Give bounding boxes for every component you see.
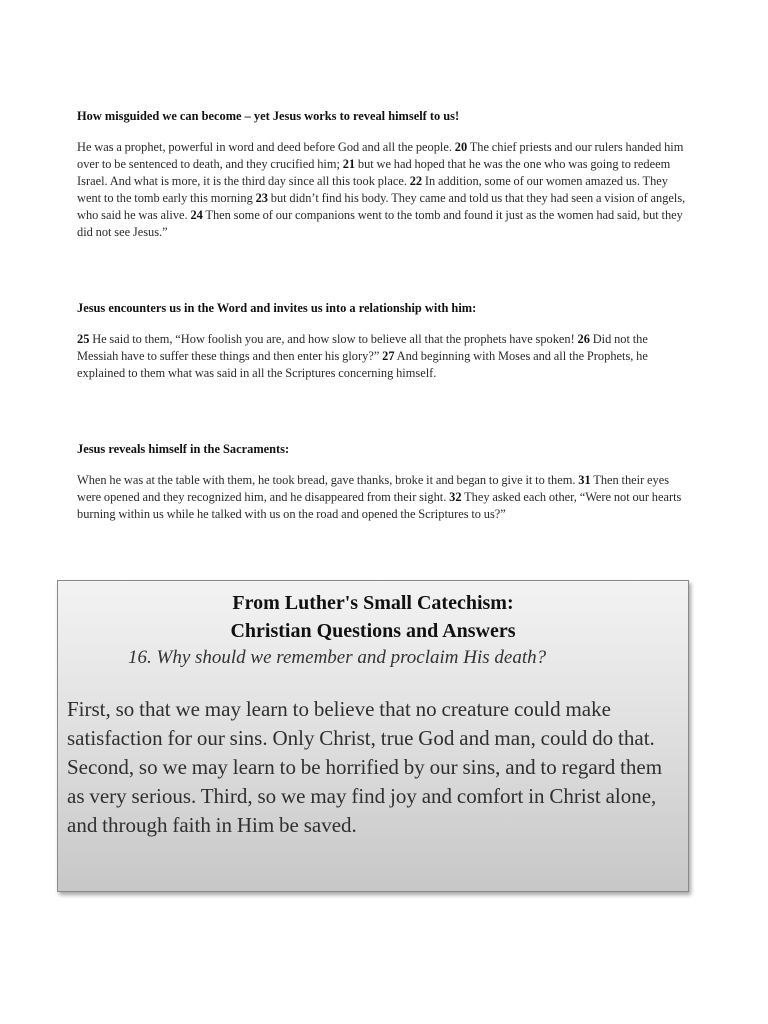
verse-text: Then some of our companions went to the tomb and found it just as the women had said, but they did not see Jesus.” — [77, 208, 683, 239]
verse-text: In addition, some of our women amazed us. They went to the tomb early this morning — [77, 174, 668, 205]
verse-text: but didn’t find his body. They came and told us that they had seen a vision of angels, who said he was alive. — [77, 191, 686, 222]
verse-text: They asked each other, “Were not our hearts burning within us while he talked with us on the road and opened the Scriptures to us?” — [77, 490, 682, 521]
verse-text: He said to them, “How foolish you are, and how slow to believe all that the prophets have spoken! — [89, 332, 578, 346]
verse-number: 22 — [409, 174, 423, 188]
section-heading: Jesus encounters us in the Word and invites us into a relationship with him: — [77, 301, 477, 315]
section-sacraments — [77, 441, 687, 523]
scripture-paragraph — [77, 472, 687, 523]
scripture-paragraph — [77, 139, 687, 241]
catechism-box — [57, 580, 689, 892]
verse-number: 24 — [190, 208, 203, 222]
scripture-paragraph — [77, 331, 687, 382]
verse-number: 25 — [77, 332, 90, 346]
verse-text: The chief priests and our rulers handed him over to be sentenced to death, and they crucified him; — [77, 140, 684, 171]
section-heading: How misguided we can become – yet Jesus works to reveal himself to us! — [77, 109, 460, 123]
catechism-answer: First, so that we may learn to believe that no creature could make satisfaction for our sins. Only Christ, true God and man, could do that. Second, so we may learn to be horrified by our sins, and to regard them as very serious. Third, so we may find joy and comfort in Christ alone, and through faith in Him be saved. — [67, 697, 663, 837]
section-word — [77, 300, 687, 382]
verse-number: 20 — [454, 140, 468, 154]
verse-number: 21 — [342, 157, 356, 171]
verse-number: 26 — [577, 332, 590, 346]
catechism-question: 16. Why should we remember and proclaim His death? — [128, 647, 547, 668]
catechism-subtitle: Christian Questions and Answers — [230, 620, 516, 642]
section-misguided — [77, 108, 687, 241]
verse-text: Did not the Messiah have to suffer these things and then enter his glory?” — [77, 332, 648, 363]
verse-number: 31 — [578, 473, 591, 487]
verse-number: 27 — [382, 349, 395, 363]
verse-text: Then their eyes were opened and they recognized him, and he disappeared from their sight. — [77, 473, 670, 504]
verse-number: 32 — [449, 490, 462, 504]
section-heading: Jesus reveals himself in the Sacraments: — [77, 442, 290, 456]
catechism-title: From Luther's Small Catechism: — [232, 592, 514, 614]
verse-text: When he was at the table with them, he took bread, gave thanks, broke it and began to give it to them. — [77, 473, 579, 487]
verse-text: And beginning with Moses and all the Prophets, he explained to them what was said in all the Scriptures concerning himself. — [77, 349, 648, 380]
verse-number: 23 — [255, 191, 268, 205]
verse-text: He was a prophet, powerful in word and deed before God and all the people. — [77, 140, 455, 154]
verse-text: but we had hoped that he was the one who was going to redeem Israel. And what is more, it is the third day since all this took place. — [77, 157, 671, 188]
